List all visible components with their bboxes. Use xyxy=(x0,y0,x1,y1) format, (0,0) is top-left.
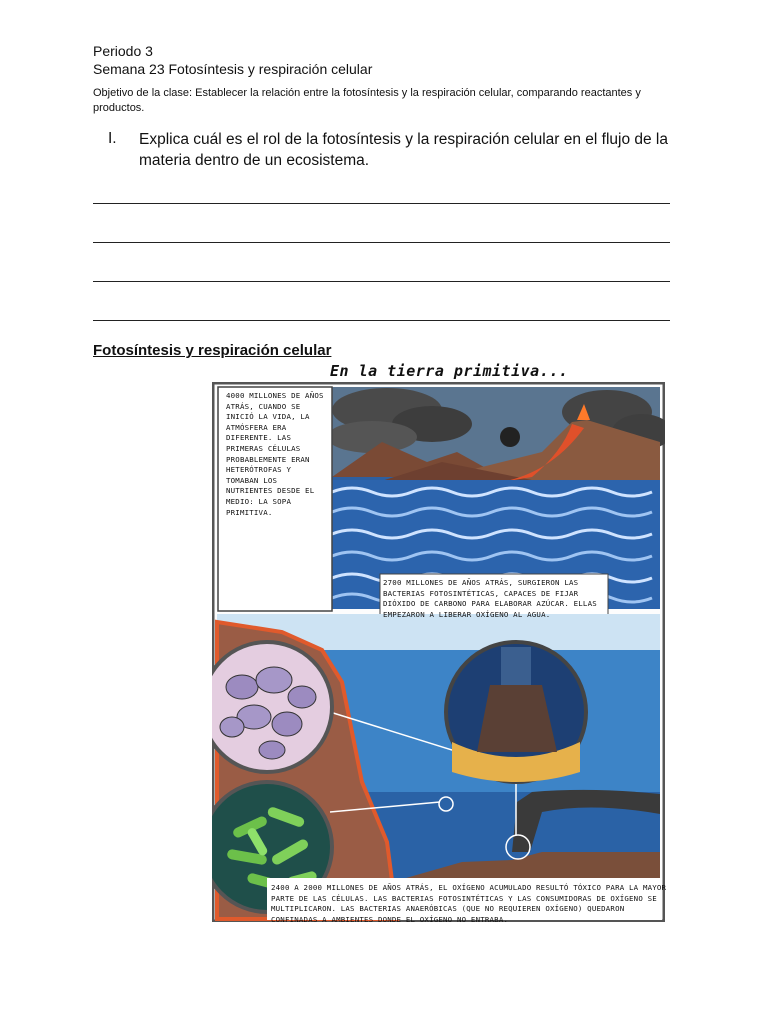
question-text: Explica cuál es el rol de la fotosíntesis y la respiración celular en el flujo de la materia dentro de un ecosistema. xyxy=(139,131,668,169)
comic-title: En la tierra primitiva... xyxy=(330,362,569,380)
comic-caption-1: 4000 MILLONES DE AÑOS ATRÁS, CUANDO SE INICIÓ LA VIDA, LA ATMÓSFERA ERA DIFERENTE. LAS PRIMERAS CÉLULAS PROBABLEMENTE ERAN HETERÓTROFAS Y TOMABAN LOS NUTRIENTES DESDE EL MEDIO: LA SOPA PRIMITIVA. xyxy=(226,391,324,517)
smoke-cloud xyxy=(327,421,417,453)
comic-caption-3: 2400 A 2000 MILLONES DE AÑOS ATRÁS, EL OXÍGENO ACUMULADO RESULTÓ TÓXICO PARA LA MAYOR PARTE DE LAS CÉLULAS. LAS BACTERIAS FOTOSINTÉTICAS Y LAS CONSUMIDORAS DE OXÍGENO SE MULTIPLICARON. LAS BACTERIAS ANAERÓBICAS (QUE NO REQUIEREN OXÍGENO) QUEDARON CONFINADAS A AMBIENTES DONDE EL OXÍGENO NO ENTRABA. xyxy=(271,883,667,924)
vent-plume xyxy=(501,647,531,687)
ocean-cross-section-panel xyxy=(212,614,660,920)
answer-line[interactable] xyxy=(93,242,670,243)
spiky-rock xyxy=(500,427,520,447)
answer-line[interactable] xyxy=(93,281,670,282)
question-number: I. xyxy=(108,130,117,147)
week-title: Semana 23 Fotosíntesis y respiración celular xyxy=(93,61,373,77)
section-title: Fotosíntesis y respiración celular xyxy=(93,342,332,359)
answer-line[interactable] xyxy=(93,320,670,321)
period-label: Periodo 3 xyxy=(93,43,153,59)
comic-caption-2: 2700 MILLONES DE AÑOS ATRÁS, SURGIERON LAS BACTERIAS FOTOSINTÉTICAS, CAPACES DE FIJAR DIÓXIDO DE CARBONO PARA ELABORAR AZÚCAR. ELLAS EMPEZARON A LIBERAR OXÍGENO AL AGUA. xyxy=(383,578,597,619)
class-objective: Objetivo de la clase: Establecer la relación entre la fotosíntesis y la respiración celular, comparando reactantes y productos. xyxy=(93,87,641,114)
answer-line[interactable] xyxy=(93,203,670,204)
